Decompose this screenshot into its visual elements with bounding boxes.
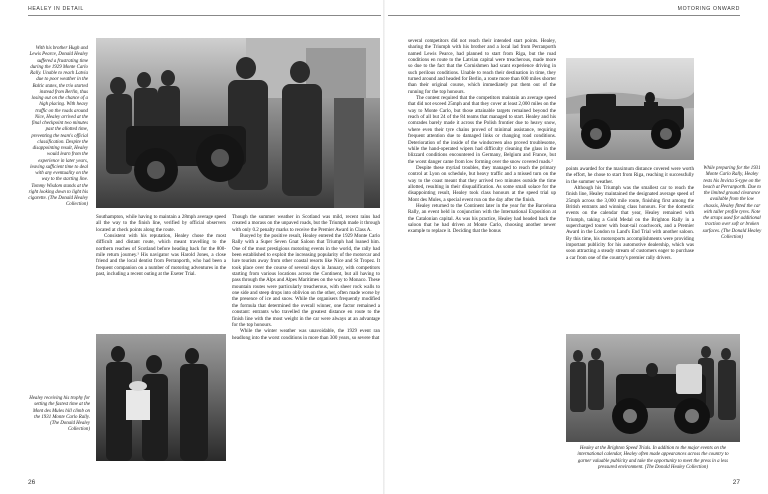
right-running-head: MOTORING ONWARD (677, 6, 740, 12)
photo-invicta-beach (566, 58, 694, 160)
right-caption-side: While preparing for the 1931 Monte Carlo Rally, Healey tests his Invicta S-type on the beach at Perranporth. Due to the limited ground clearance available from the low chassis, Healey fitted the car with taller profile tyres. Note the straps used for additional traction over soft or broken surfaces. (The Donald Healey Collection) (702, 166, 762, 240)
page-gutter (383, 0, 385, 494)
left-caption-top: With his brother Hugh and Lewis Pearce, Donald Healey suffered a frustrating time during the 1929 Monte Carlo Rally. Unable to reach Latvia due to poor weather in the Baltic states, the trio started instead from Berlin, thus losing out on the chance of a high placing. With heavy traffic on the roads around Nice, Healey arrived at the final checkpoint two minutes past the allotted time, preventing the team's official classification. Despite the disappointing result, Healey would learn from the experience in later years, leaving sufficient time to deal with any eventuality on the way to the starting line. Tommy Wisdom stands at the right looking down to light his cigarette. (The Donald Healey Collection) (28, 46, 88, 208)
right-caption-bottom: Healey at the Brighton Speed Trials. In addition to the major events on the international calendar, Healey often made appearances across the country to garner valuable publicity and take the opportunity to meet the press in a less pressured environment. (The Donald Healey Collection) (577, 446, 729, 470)
photo-monte-carlo-1929 (96, 38, 380, 208)
left-page-number: 26 (28, 479, 36, 486)
left-col2-para-2: Buoyed by the positive result, Healey entered the 1929 Monte Carlo Rally with a Super Seven Gnat Saloon that Triumph had loaned him. One of the most prestigious motoring events in the world, the rally had been established to exploit the increasing popularity of the motorcar and lure tourists away from other coastal resorts like Nice and St Tropez. It took place over the course of several days in January, with competitors starting from various locations across the Continent, but all having to pass through the Alps and Alpes Maritimes on the way to Monaco. These mountain routes were particularly treacherous, with sheer rock walls to one side and steep drops into oblivion on the other, often made worse by the presence of ice and snow. While the organisers frequently modified the formula that determined the overall winner, one factor remained a constant: entrants who travelled the greatest distance en route to the finish line with the most weight in the car were always at an advantage for the top honours. (232, 233, 380, 328)
photo-brighton-speed-trials-image (566, 334, 740, 442)
right-col2-para-1: points awarded for the maximum distance covered were worth the effort, he chose to start from Riga, reaching it successfully in the summer weather. (566, 166, 694, 185)
right-col1-para-1: several competitors did not reach their intended start points. Healey, sharing the Triumph with his brother and a local lad from Perranporth named Lewis Pearce, had planned to start from Riga, but the road conditions en route to the Latvian capital were treacherous, made more so due to the fact that the Cornishmen had scant experience driving in such perilous conditions. Unable to reach their destination in time, they turned around and headed for Berlin, a route more than 600 miles shorter than their original course, which immediately put them out of the running for the top honours. (408, 38, 556, 95)
left-col2-para-1: Though the summer weather in Scotland was mild, recent rains had created a morass on the unpaved roads, but the Triumph made it through with only 0.2 penalty marks to receive the Premier Award in Class A. (232, 214, 380, 233)
right-col2-para-2: Although his Triumph was the smallest car to reach the finish line, Healey maintained the designated average speed of 25mph across the 3,000 mile route, finishing first among the British entrants and winning class honours. For the domestic events on the calendar that year, Healey remained with Triumph, taking a Gold Medal on the Brighton Rally in a supercharged tourer with boat-tail coachwork, and a Premier Award in the London to Land's End Trial with another saloon. By this time, his motorsports accomplishments were providing important publicity for his automotive dealership, which was soon attracting a steady stream of customers eager to purchase a car from one of the country's premier rally drivers. (566, 185, 694, 261)
right-col1-para-2: The contest required that the competitors maintain an average speed that did not exceed 25mph and that they cover at least 2,000 miles on the way to Monte Carlo, but those attainable targets remained beyond the reach of all but 24 of the 84 teams that managed to start. Healey and his comrades barely made it across the Polish frontier due to heavy snow, where even their tyre chains proved of minimal assistance, requiring frequent attention due to damaged links or changing road conditions. Deterioration of the inside of the windscreen also proved troublesome, while the hand-operated wipers had difficulty cleaning the glass in the blizzard conditions encountered in Germany, Belgium and France, but the worst danger came from low forming over the snow covered roads.² (408, 95, 556, 165)
photo-brighton-speed-trials (566, 334, 740, 442)
photo-monte-carlo-1929-image (96, 38, 380, 208)
right-col1-para-4: Healey returned to the Continent later in the year for the Barcelona Rally, an event held in conjunction with the International Exposition at the Catalonian capital. As was his practice, Healey had headed back the saloon that he had driven at Monte Carlo, choosing another newer example to replace it. Deciding that the bonus (408, 202, 556, 235)
left-text-column-1 (96, 214, 226, 277)
left-col1-para-2: Consistent with his reputation, Healey chose the most difficult and distant route, which meant travelling to the northern reaches of Scotland before heading back for the 800-mile return journey.¹ His navigator was Harold Jones, a close friend and the local dentist from Perranporth, who had been a frequent companion on a number of motoring adventures in the past, including a recent outing at the Exeter Trial. (96, 233, 226, 278)
right-header-rule (388, 15, 740, 16)
right-page-number: 27 (732, 479, 740, 486)
left-text-column-2 (232, 214, 380, 341)
left-header-rule (28, 15, 381, 16)
left-running-head: HEALEY IN DETAIL (28, 6, 84, 12)
left-caption-bottom: Healey receiving his trophy for setting the fastest time at the Mont des Mules hill climb on the 1931 Monte Carlo Rally. (The Donald Healey Collection) (29, 396, 90, 433)
photo-invicta-beach-image (566, 58, 694, 160)
left-col1-para-1: Southampton, while having to maintain a 28mph average speed all the way to the finish line, verified by official observers located at check points along the route. (96, 214, 226, 233)
right-text-column-1 (408, 38, 556, 235)
left-col2-para-3: While the winter weather was unavoidable, the 1929 event ran headlong into the worst conditions in more than 300 years, so severe that (232, 328, 380, 341)
photo-mont-des-mules-trophy (96, 334, 226, 461)
right-col1-para-3: Despite these myriad troubles, they managed to reach the primary control at Lyon on schedule, but heavy traffic and a missed turn on the way to the coast meant that they arrived two minutes outside the time allotted, resulting in their disqualification. As some small solace for the disappointing result, Healey took class honours at the speed trial up Mont des Mules, a special event run on the day after the finish. (408, 164, 556, 203)
right-text-column-2 (566, 166, 694, 261)
photo-mont-des-mules-trophy-image (96, 334, 226, 461)
